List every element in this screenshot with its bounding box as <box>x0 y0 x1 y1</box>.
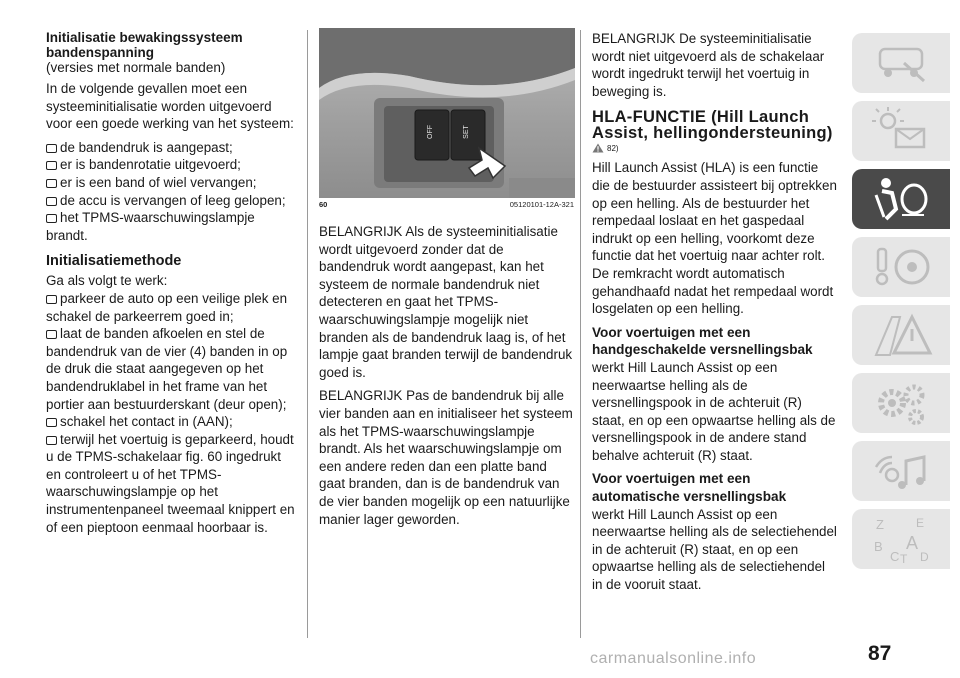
page-number: 87 <box>868 642 892 665</box>
tab-index[interactable] <box>852 509 950 569</box>
svg-text:D: D <box>920 550 929 564</box>
multimedia-icon <box>866 445 936 497</box>
important-paragraph: BELANGRIJK Pas de bandendruk bij alle vier banden aan en initialiseer het systeem als het TPMS-waarschuwingslampje brandt. Als het waarschuwingslampje om een andere reden dan een platte band gaat branden, dan is de bandendruk van de vier banden mogelijk op een natuurlijke manier lager geworden. <box>319 388 573 527</box>
section-subheading: (versies met normale banden) <box>46 60 226 75</box>
svg-text:Z: Z <box>876 517 884 532</box>
svg-text:E: E <box>916 516 925 530</box>
list-item: laat de banden afkoelen en stel de bandendruk van de vier (4) banden in op de druk die staat aangegeven op het bandendruklabel in het frame van het portier aan bestuurderskant (deur open); <box>46 326 288 412</box>
tab-emergency[interactable] <box>852 305 950 365</box>
warning-reference: 82) <box>592 143 837 153</box>
list-item: de accu is vervangen of leeg gelopen; <box>46 192 296 210</box>
bullet-icon <box>46 418 57 427</box>
list-item: er is bandenrotatie uitgevoerd; <box>46 156 296 174</box>
bullet-icon <box>46 436 57 445</box>
auto-text: werkt Hill Launch Assist op een neerwaartse helling als de selectiehendel in de achteruit (R) staat, en op een opwaartse helling als de selectiehendel in de vooruit staat. <box>592 506 837 593</box>
list-item: de bandendruk is aangepast; <box>46 139 296 157</box>
column-divider <box>307 30 308 638</box>
dashboard-switch-illustration <box>319 28 575 198</box>
list-item: er is een band of wiel vervangen; <box>46 174 296 192</box>
bullet-icon <box>46 295 57 304</box>
section-heading: Initialisatie bewakingssysteem bandenspanning <box>46 30 243 60</box>
condition-list <box>46 139 296 245</box>
chapter-tabs <box>852 33 950 577</box>
important-paragraph: BELANGRIJK Als de systeeminitialisatie wordt uitgevoerd zonder dat de bandendruk wordt aangepast, kan het systeem de normale bandendruk niet detecteren en gaat het TPMS-waarschuwingslampje mogelijk niet branden als de bandendruk laag is, of het lampje gaat branden terwijl de bandendruk goed is. <box>319 224 573 380</box>
column-divider <box>580 30 581 638</box>
hla-heading: HLA-FUNCTIE (Hill Launch Assist, hellingondersteuning) <box>592 108 833 142</box>
bullet-icon <box>46 330 57 339</box>
method-list <box>46 290 296 536</box>
figure-number: 60 <box>319 200 328 209</box>
list-item: parkeer de auto op een veilige plek en schakel de parkeerrem goed in; <box>46 290 288 324</box>
list-item: schakel het contact in (AAN); <box>46 413 296 431</box>
column-1 <box>46 30 296 536</box>
bullet-icon <box>46 144 57 153</box>
manual-text: werkt Hill Launch Assist op een neerwaartse helling als de versnellingspook in de achteruit (R) staat, en op een opwaartse helling als de versnellingspook in de andere stand behalve achteruit (R) staat. <box>592 359 836 463</box>
car-dashboard-icon <box>866 37 936 89</box>
svg-text:A: A <box>906 533 919 553</box>
svg-text:T: T <box>900 552 908 565</box>
method-intro: Ga als volgt te werk: <box>46 273 168 289</box>
tab-warning-lights[interactable] <box>852 101 950 161</box>
tab-safety[interactable] <box>852 169 950 229</box>
road-warning-icon <box>866 309 936 361</box>
airbag-seat-icon <box>866 173 936 225</box>
auto-heading: Voor voertuigen met een automatische versnellingsbak <box>592 471 787 505</box>
intro-paragraph: In de volgende gevallen moet een systeeminitialisatie worden uitgevoerd voor een goede werking van het systeem: <box>46 81 294 132</box>
warning-triangle-icon <box>592 143 604 153</box>
bullet-icon <box>46 179 57 188</box>
index-letters-icon <box>866 513 936 565</box>
figure-caption <box>319 200 574 209</box>
manual-heading: Voor voertuigen met een handgeschakelde versnellingsbak <box>592 324 813 358</box>
method-heading: Initialisatiemethode <box>46 253 182 270</box>
tab-starting-driving[interactable] <box>852 237 950 297</box>
svg-text:C: C <box>890 549 900 564</box>
svg-text:B: B <box>874 539 883 554</box>
tpms-switch-photo <box>319 28 575 198</box>
key-steering-icon <box>866 241 936 293</box>
switch-left-label: OFF <box>427 125 434 139</box>
list-item: het TPMS-waarschuwingslampje brandt. <box>46 210 255 243</box>
bullet-icon <box>46 214 57 223</box>
column-2 <box>319 28 574 534</box>
column-3 <box>592 30 837 594</box>
important-paragraph: BELANGRIJK De systeeminitialisatie wordt niet uitgevoerd als de schakelaar wordt ingedrukt terwijl het voertuig in beweging is. <box>592 31 825 99</box>
bullet-icon <box>46 161 57 170</box>
tab-dashboard[interactable] <box>852 33 950 93</box>
hla-paragraph: Hill Launch Assist (HLA) is een functie die de bestuurder assisteert bij optrekken op een helling. Als de bestuurder het rempedaal loslaat en het gaspedaal indrukt op een helling, voorkomt deze functie dat het voertuig naar achter rolt. De remkracht wordt automatisch gehandhaafd nadat het rempedaal wordt losgelaten op een helling. <box>592 160 837 317</box>
bullet-icon <box>46 197 57 206</box>
warning-lights-icon <box>866 105 936 157</box>
maintenance-gears-icon <box>866 377 936 429</box>
figure-code: 05120101-12A-321 <box>509 200 574 209</box>
list-item: terwijl het voertuig is geparkeerd, houdt u de TPMS-schakelaar fig. 60 ingedrukt en controleert u of het TPMS-waarschuwingslampje op het instrumentenpaneel tweemaal knippert en of een pieptoon eenmaal hoorbaar is. <box>46 431 295 535</box>
tab-multimedia[interactable] <box>852 441 950 501</box>
tab-maintenance[interactable] <box>852 373 950 433</box>
switch-right-label: SET <box>463 125 470 139</box>
watermark: carmanualsonline.info <box>590 650 757 667</box>
